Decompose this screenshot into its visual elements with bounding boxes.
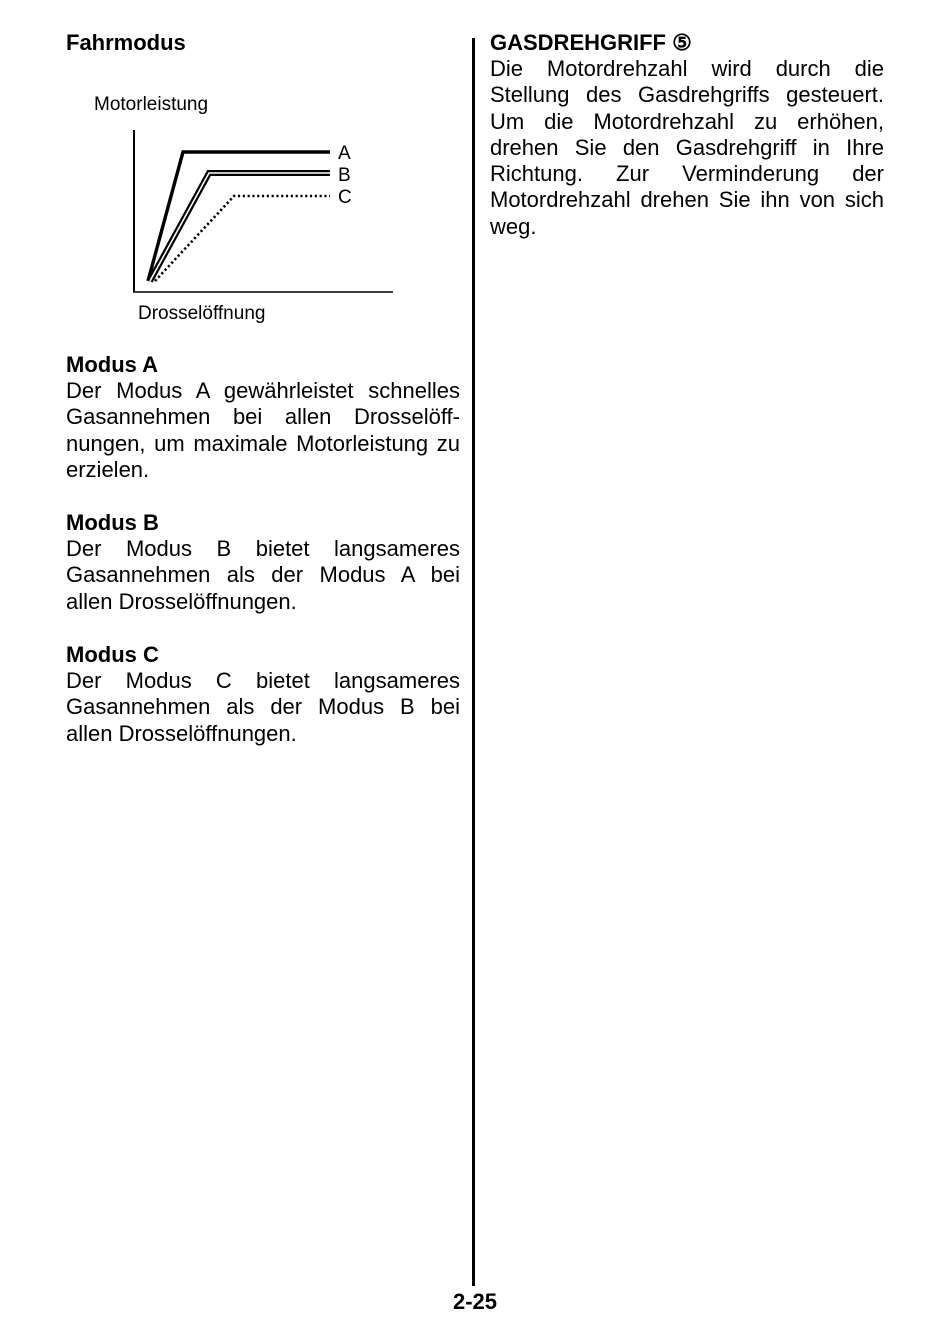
left-column [66, 30, 460, 747]
chart-x-axis-label: Drosselöffnung [138, 303, 266, 324]
modus-a-section [66, 352, 460, 483]
chart-y-axis-label: Motorleistung [94, 94, 209, 115]
modus-a-heading: Modus A [66, 352, 159, 377]
series-c-label: C [338, 187, 352, 208]
section-title-fahrmodus: Fahrmodus [66, 30, 186, 55]
series-c-line [155, 196, 330, 281]
modus-c-section [66, 642, 460, 747]
column-divider [472, 38, 475, 1286]
right-column [490, 30, 884, 240]
modus-b-text: Der Modus B bietet langsameres Gasannehmen als der Modus A bei allen Drosselöffnungen. [66, 536, 460, 614]
gasdrehgriff-heading: GASDREHGRIFF ⑤ [490, 30, 692, 55]
chart-svg [66, 56, 460, 326]
modus-b-heading: Modus B [66, 510, 159, 536]
series-b-line [150, 173, 330, 281]
page-number: 2-25 [452, 1289, 498, 1314]
series-a-label: A [338, 143, 351, 164]
modus-c-text: Der Modus C bietet langsameres Gasannehmen als der Modus B bei allen Drosselöffnungen. [66, 668, 460, 746]
modus-c-heading: Modus C [66, 642, 159, 668]
modus-a-text: Der Modus A gewährleistet schnelles Gasannehmen bei allen Drosselöffnungen, um maximale Motorleistung zu erzielen. [66, 378, 460, 482]
modus-b-section [66, 510, 460, 615]
mode-chart [66, 56, 460, 326]
gasdrehgriff-text: Die Motordrehzahl wird durch die Stellung des Gasdrehgriffs gesteuert. Um die Motordrehzahl zu erhöhen, drehen Sie den Gasdrehgriff in Ihre Richtung. Zur Verminderung der Motordrehzahl drehen Sie ihn von sich weg. [490, 56, 884, 239]
series-b-label: B [338, 165, 351, 186]
